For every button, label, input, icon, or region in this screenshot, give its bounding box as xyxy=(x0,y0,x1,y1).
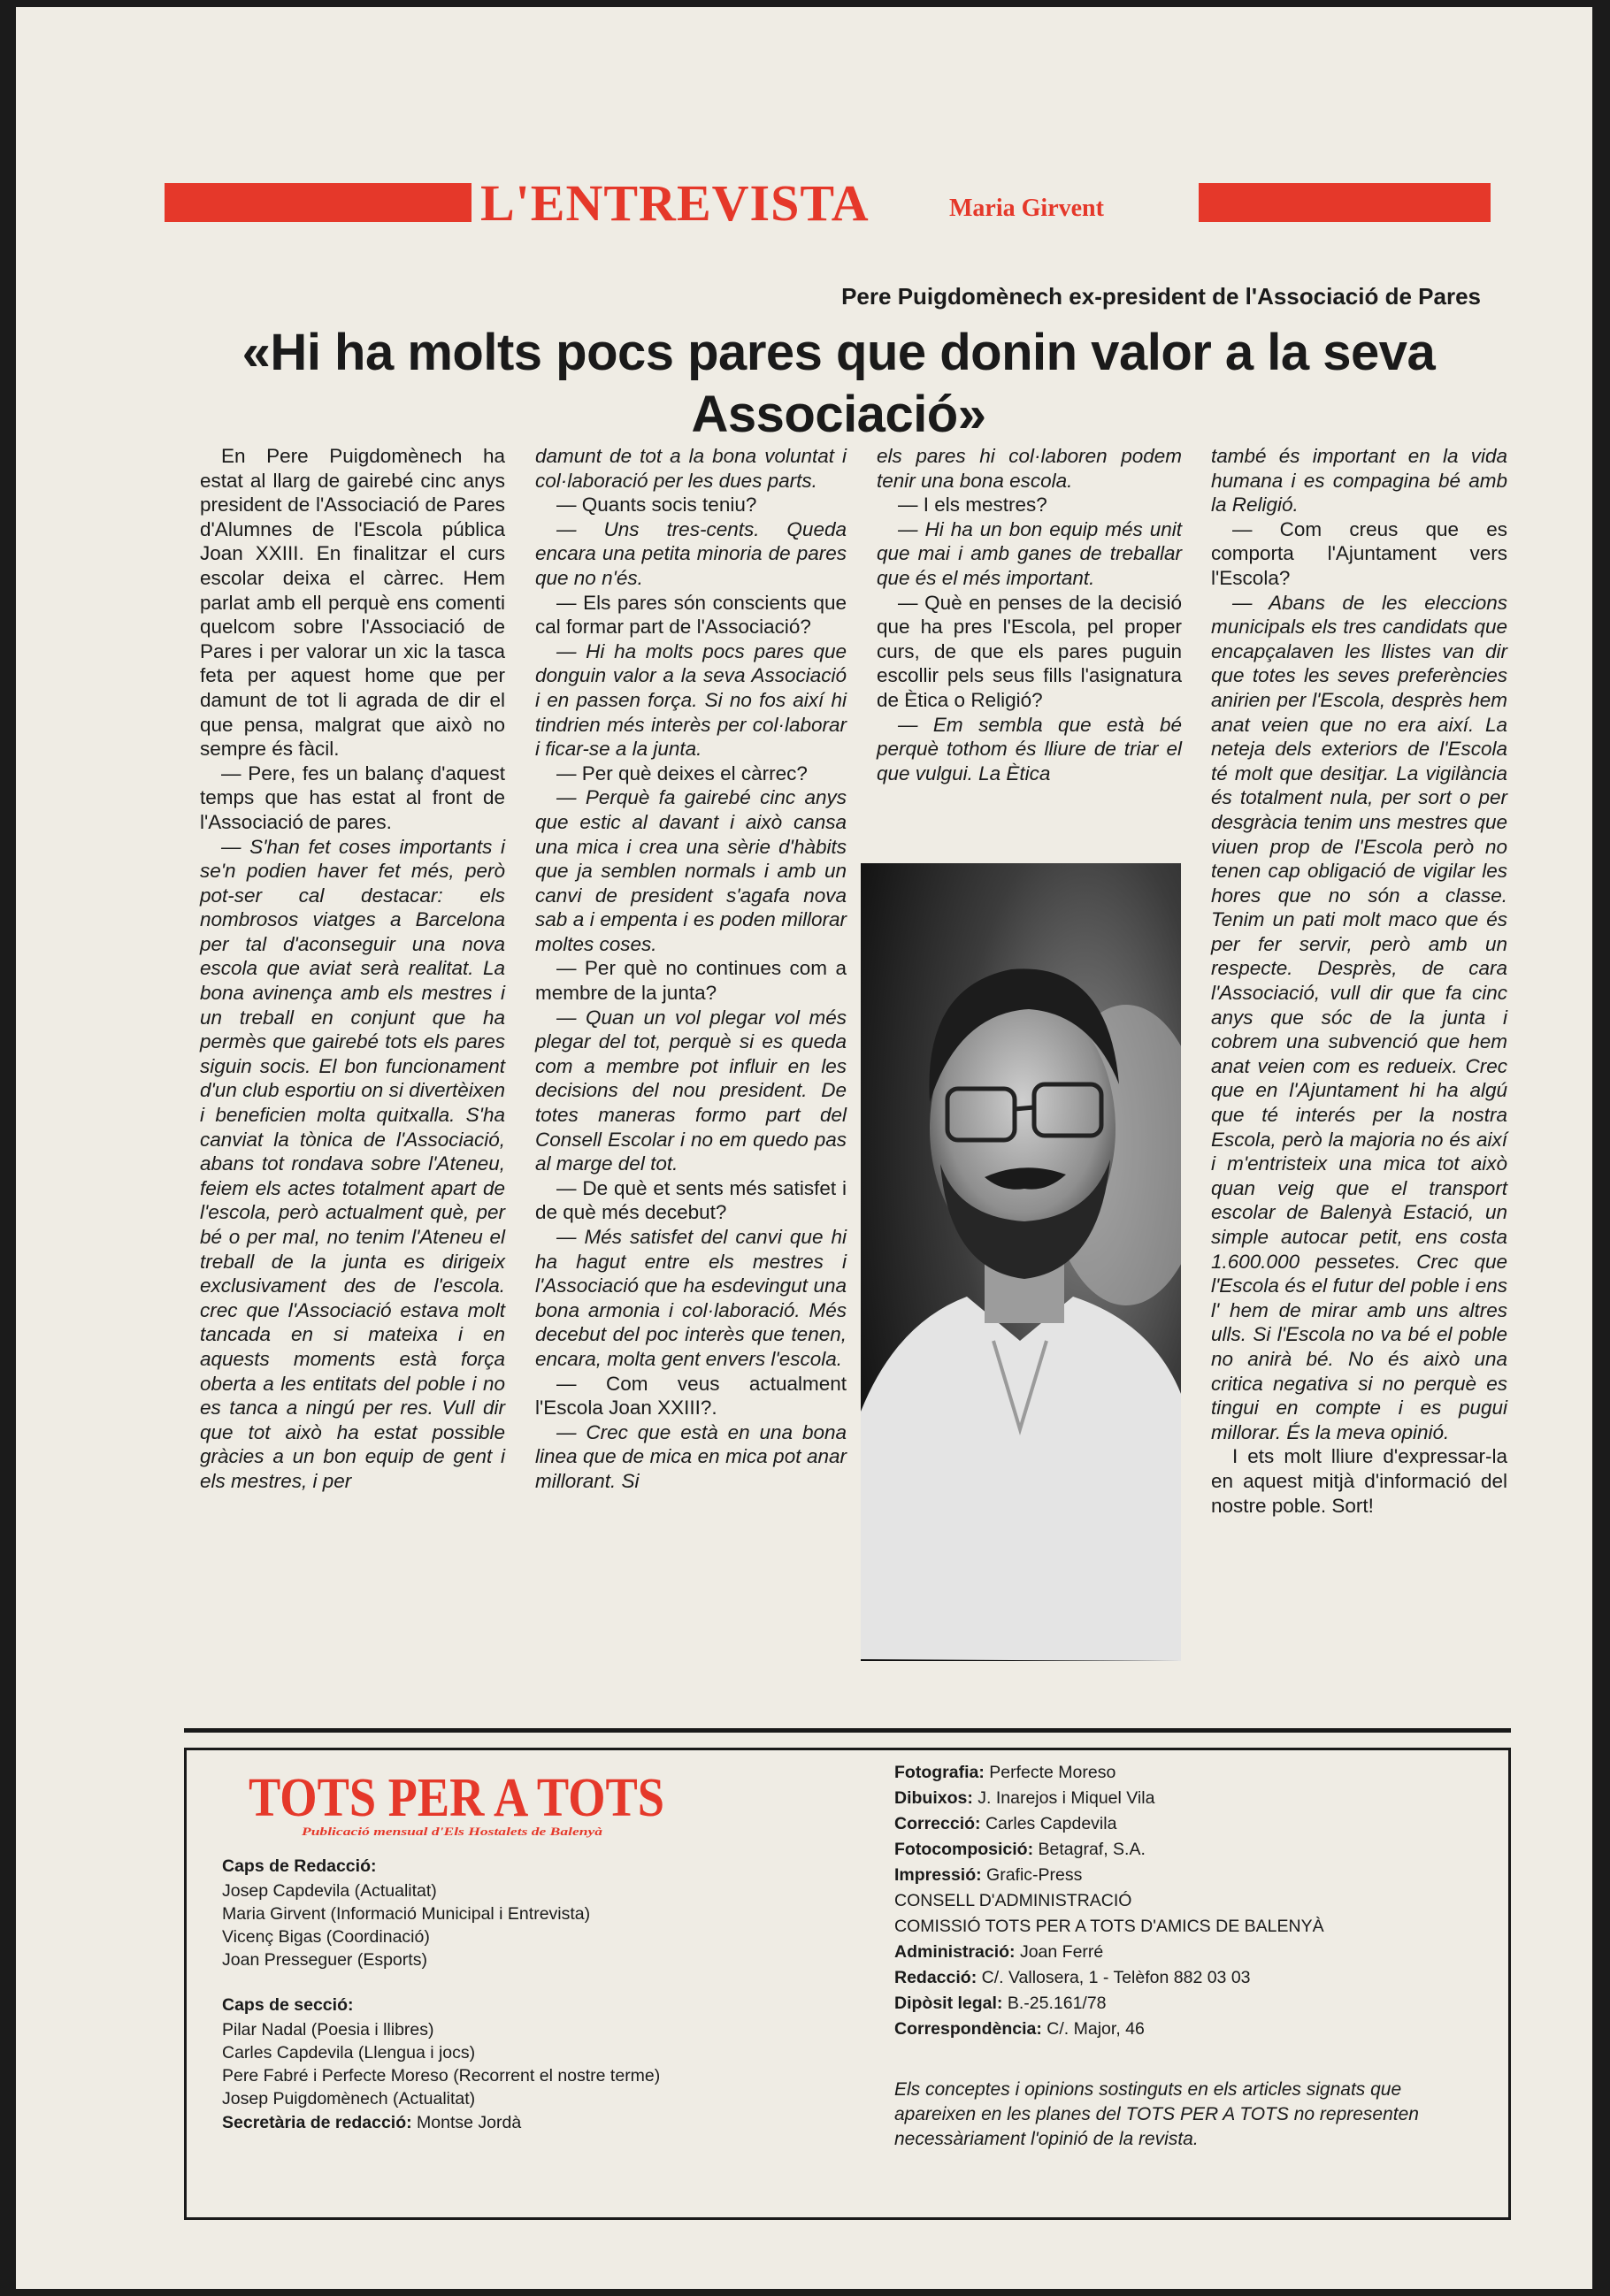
magazine-page xyxy=(16,7,1592,2289)
caps-redaccio-item: Vicenç Bigas (Coordinació) xyxy=(222,1927,430,1947)
article-column-3 xyxy=(877,444,1182,785)
portrait-illustration xyxy=(861,863,1181,1661)
credit-value: Carles Capdevila xyxy=(985,1814,1117,1833)
credit-value: C/. Vallosera, 1 - Telèfon 882 03 03 xyxy=(981,1968,1251,1987)
svg-text:TOTS PER A TOTS: TOTS PER A TOTS xyxy=(249,1768,664,1828)
section-title: L'ENTREVISTA xyxy=(480,174,870,232)
credit-value: CONSELL D'ADMINISTRACIÓ xyxy=(894,1891,1132,1910)
credit-label: Dibuixos: xyxy=(894,1788,973,1808)
article-paragraph: també és important en la vida humana i es compagina bé amb la Religió. xyxy=(1211,445,1507,517)
credit-label: Redacció: xyxy=(894,1968,978,1987)
article-paragraph: — Per què no continues com a membre de la junta? xyxy=(535,957,847,1005)
article-paragraph: — Quants socis teniu? xyxy=(556,494,757,517)
article-paragraph: — I els mestres? xyxy=(898,494,1047,517)
caps-redaccio-item: Maria Girvent (Informació Municipal i Entrevista) xyxy=(222,1904,591,1924)
article-paragraph: — Abans de les eleccions municipals els tres candidats que encapçalaven les llistes van dir que totes les seves preferències anirien per l'Escola, desprès hem anat veien que no era així. La neteja dels exteriors de l'Escola té molt que desitjar. La vigilància és totalment nula, per sort o per desgràcia tenim uns mestres que viuen prop de l'Escola però no tenen cap obligació de vigilar les hores que no són a classe. Tenim un pati molt maco que és per fer servir, però amb un respecte. Desprès, de cara l'Associació, vull dir que fa cinc anys que sóc de la junta i cobrem una subvenció que hem anat veien com es redueix. Crec que en l'Ajuntament hi ha algú que té interés per la nostra Escola, però la majoria no és així i m'entristeix una mica tot això quan veig que el transport escolar de Balenyà Estació, un simple autocar petit, ens costa 1.600.000 pessetes. Crec que l'Escola és el futur del poble i ens l' hem de mirar amb uns altres ulls. Si l'Escola no va bé el poble no anirà bé. No és això una critica negativa si no perquè es tingui en compte i es pugui millorar. És la meva opinió. xyxy=(1211,591,1507,1443)
article-paragraph: — Què en penses de la decisió que ha pres l'Escola, pel proper curs, de que els pares puguin escollir pels seus fills l'asignatura de Ètica o Religió? xyxy=(877,591,1182,711)
tots-per-a-tots-logo xyxy=(249,1766,709,1842)
caps-seccio-item: Pere Fabré i Perfecte Moreso (Recorrent el nostre terme) xyxy=(222,2066,661,2086)
caps-seccio-item: Pilar Nadal (Poesia i llibres) xyxy=(222,2020,434,2040)
article-paragraph: — Pere, fes un balanç d'aquest temps que has estat al front de l'Associació de pares. xyxy=(200,762,505,833)
disclaimer: Els conceptes i opinions sostinguts en els articles signats que apareixen en les planes del TOTS PER A TOTS no representen necessàriament l'opinió de la revista. xyxy=(894,2079,1419,2149)
masthead-box xyxy=(184,1748,1511,2220)
credit-value: C/. Major, 46 xyxy=(1046,2019,1145,2039)
article-kicker: Pere Puigdomènech ex-president de l'Associació de Pares xyxy=(841,283,1481,310)
section-band-left xyxy=(165,183,472,222)
article-paragraph: els pares hi col·laboren podem tenir una bona escola. xyxy=(877,445,1182,492)
credit-label: Fotografia: xyxy=(894,1763,985,1782)
article-headline: «Hi ha molts pocs pares que donin valor a la seva Associació» xyxy=(242,324,1436,443)
credit-value: Betagraf, S.A. xyxy=(1038,1840,1146,1859)
credit-line xyxy=(894,1864,1082,1887)
caps-seccio-item: Josep Puigdomènech (Actualitat) xyxy=(222,2089,476,2108)
article-paragraph: — Hi ha molts pocs pares que donguin valor a la seva Associació i en passen força. Si no fos així hi tindrien més interès per col·laborar i ficar-se a la junta. xyxy=(535,639,847,761)
article-paragraph: — De què et sents més satisfet i de què més decebut? xyxy=(535,1176,847,1224)
credit-line xyxy=(894,1915,1324,1939)
caps-seccio-item: Carles Capdevila (Llengua i jocs) xyxy=(222,2043,476,2063)
article-column-2 xyxy=(535,444,847,1494)
interviewee-photo xyxy=(861,863,1181,1661)
section-band-right xyxy=(1199,183,1491,222)
secretaria-line: Secretària de redacció: Montse Jordà xyxy=(222,2113,522,2132)
credit-line xyxy=(894,1940,1103,1964)
article-column-1 xyxy=(200,444,505,1494)
article-paragraph: — Els pares són conscients que cal formar part de l'Associació? xyxy=(535,591,847,639)
article-paragraph: damunt de tot a la bona voluntat i col·laboració per les dues parts. xyxy=(535,445,847,492)
article-paragraph: — Crec que està en una bona linea que de mica en mica pot anar millorant. Si xyxy=(535,1420,847,1492)
credit-label: Impressió: xyxy=(894,1865,982,1885)
article-paragraph: — Em sembla que està bé perquè tothom és lliure de triar el que vulgui. La Ètica xyxy=(877,713,1182,784)
credit-value: Joan Ferré xyxy=(1019,1942,1104,1962)
credit-line xyxy=(894,1838,1146,1862)
credit-line xyxy=(894,1787,1154,1810)
article-column-4 xyxy=(1211,444,1507,1518)
credit-line xyxy=(894,1992,1107,2016)
credit-label: Correcció: xyxy=(894,1814,981,1833)
credit-line xyxy=(894,1761,1116,1785)
credit-label: Fotocomposició: xyxy=(894,1840,1034,1859)
article-paragraph: — S'han fet coses importants i se'n podien haver fet més, però pot-ser cal destacar: els nombrosos viatges a Barcelona per tal d'aconseguir una nova escola que aviat serà realitat. La bona avinença amb els mestres i un treball en conjunt que ha permès que gairebé tots els pares siguin socis. El bon funcionament d'un club esportiu on si divertèixen i beneficien molta quitxalla. S'ha canviat la tònica de l'Associació, abans tot rondava sobre l'Ateneu, feiem els actes totalment apart de l'escola, però actualment què, per bé o per mal, no tenim l'Ateneu el treball de la junta es dirigeix exclusivament des de l'escola. crec que l'Associació estava molt tancada en si mateixa i en aquests moments està força oberta a les entitats del poble i no es tanca a ningú per res. Vull dir que tot això ha estat possible gràcies a un bon equip de gent i els mestres, i per xyxy=(200,835,505,1492)
caps-redaccio-item: Josep Capdevila (Actualitat) xyxy=(222,1881,437,1901)
article-paragraph: — Per què deixes el càrrec? xyxy=(556,762,808,784)
credit-value: Perfecte Moreso xyxy=(989,1763,1116,1782)
credit-label: Correspondència: xyxy=(894,2019,1042,2039)
caps-seccio-label: Caps de secció: xyxy=(222,1995,354,2015)
credit-label: Dipòsit legal: xyxy=(894,1994,1003,2013)
article-paragraph: — Com veus actualment l'Escola Joan XXIII?. xyxy=(535,1372,847,1420)
credit-value: COMISSIÓ TOTS PER A TOTS D'AMICS DE BALENYÀ xyxy=(894,1917,1324,1936)
caps-redaccio-item: Joan Presseguer (Esports) xyxy=(222,1950,427,1970)
article-paragraph: En Pere Puigdomènech ha estat al llarg de gairebé cinc anys president de l'Associació de Pares d'Alumnes de l'Escola pública Joan XXIII. En finalitzar el curs escolar deixa el càrrec. Hem parlat amb ell perquè ens comenti quelcom sobre l'Associació de Pares i per valorar un xic la tasca feta per aquest home que per damunt de tot li agrada de dir el que pensa, malgrat que això no sempre és fàcil. xyxy=(200,445,505,761)
article-paragraph: — Uns tres-cents. Queda encara una petita minoria de pares que no n'és. xyxy=(535,517,847,589)
credit-line xyxy=(894,1889,1131,1913)
article-paragraph: — Perquè fa gairebé cinc anys que estic al davant i això cansa una mica i crea una sèrie d'hàbits que ja semblen normals i amb un canvi de president s'agafa nova sab a i empenta i es poden millorar moltes coses. xyxy=(535,786,847,955)
section-author: Maria Girvent xyxy=(949,195,1104,222)
svg-text:Publicació mensual d'Els Hosta: Publicació mensual d'Els Hostalets de Balenyà xyxy=(302,1825,603,1838)
article-bottom-rule xyxy=(184,1728,1511,1733)
credit-line xyxy=(894,1812,1116,1836)
credit-line xyxy=(894,1966,1251,1990)
article-paragraph: — Com creus que es comporta l'Ajuntament vers l'Escola? xyxy=(1211,517,1507,589)
credit-value: B.-25.161/78 xyxy=(1007,1994,1107,2013)
article-paragraph: — Hi ha un bon equip més unit que mai i amb ganes de treballar que és el més important. xyxy=(877,517,1182,589)
credit-line xyxy=(894,2017,1145,2041)
article-paragraph: I ets molt lliure d'expressar-la en aquest mitjà d'informació del nostre poble. Sort! xyxy=(1211,1445,1507,1517)
article-paragraph: — Quan un vol plegar vol més plegar del tot, perquè si es queda com a membre pot influir en les decisions del nou president. De totes maneras formo part del Consell Escolar i no em quedo pas al marge del tot. xyxy=(535,1006,847,1175)
article-paragraph: — Més satisfet del canvi que hi ha hagut entre els mestres i l'Associació que ha esdevingut una bona armonia i col·laboració. Més decebut del poc interès que tenen, encara, molta gent envers l'escola. xyxy=(535,1226,847,1370)
credit-value: Grafic-Press xyxy=(986,1865,1083,1885)
credit-value: J. Inarejos i Miquel Vila xyxy=(978,1788,1155,1808)
caps-redaccio-label: Caps de Redacció: xyxy=(222,1856,377,1876)
credit-label: Administració: xyxy=(894,1942,1016,1962)
